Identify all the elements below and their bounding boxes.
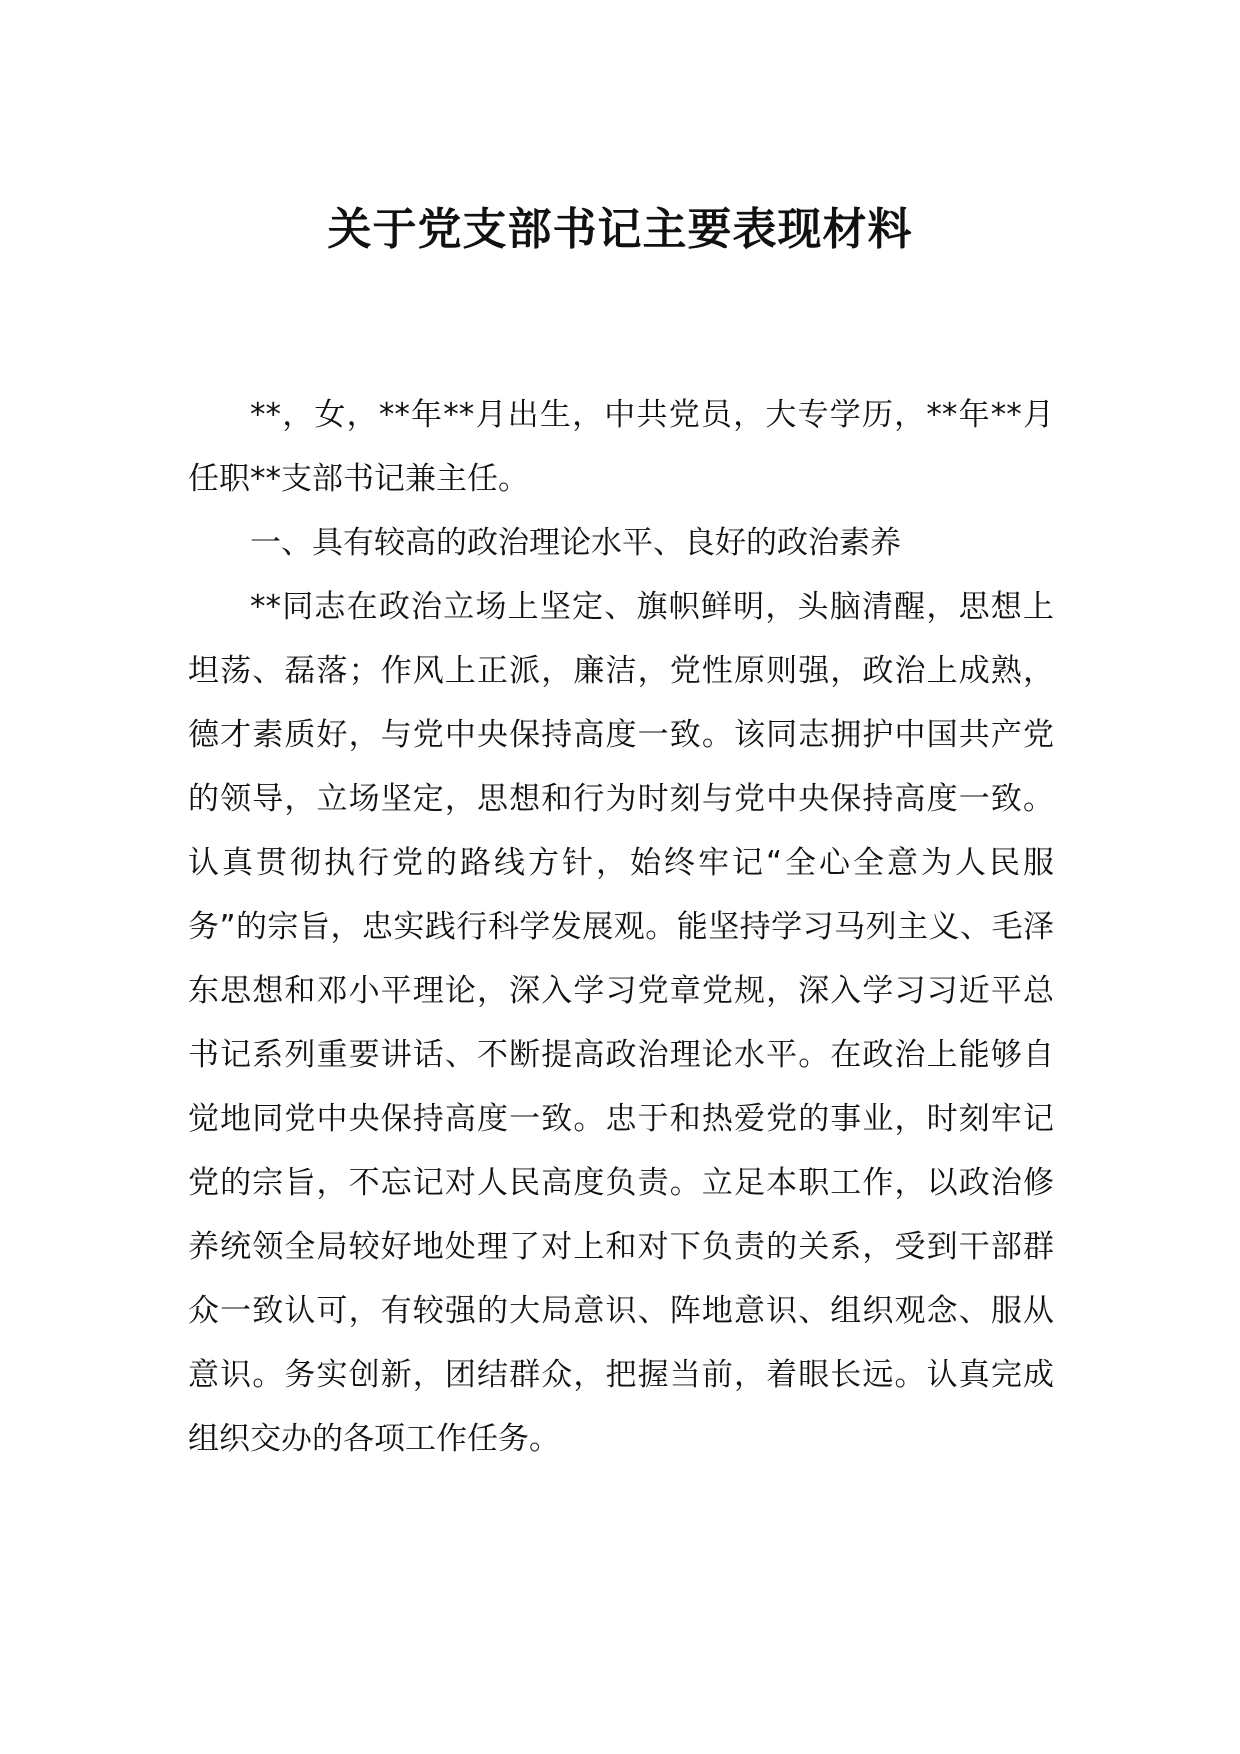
paragraph-body: **同志在政治立场上坚定、旗帜鲜明，头脑清醒，思想上坦荡、磊落；作风上正派，廉洁，党性原则强，政治上成熟，德才素质好，与党中央保持高度一致。该同志拥护中国共产党的领导，立场坚定，思想和行为时刻与党中央保持高度一致。认真贯彻执行党的路线方针，始终牢记“全心全意为人民服务”的宗旨，忠实践行科学发展观。能坚持学习马列主义、毛泽东思想和邓小平理论，深入学习党章党规，深入学习习近平总书记系列重要讲话、不断提高政治理论水平。在政治上能够自觉地同党中央保持高度一致。忠于和热爱党的事业，时刻牢记党的宗旨，不忘记对人民高度负责。立足本职工作，以政治修养统领全局较好地处理了对上和对下负责的关系，受到干部群众一致认可，有较强的大局意识、阵地意识、组织观念、服从意识。务实创新，团结群众，把握当前，着眼长远。认真完成组织交办的各项工作任务。 xyxy=(188,589,1054,1457)
document-title: 关于党支部书记主要表现材料 xyxy=(327,204,913,255)
document-body xyxy=(188,383,1054,1471)
paragraph-intro: **，女，**年**月出生，中共党员，大专学历，**年**月任职**支部书记兼主任。 xyxy=(188,397,1054,497)
section-heading: 一、具有较高的政治理论水平、良好的政治素养 xyxy=(250,525,901,561)
